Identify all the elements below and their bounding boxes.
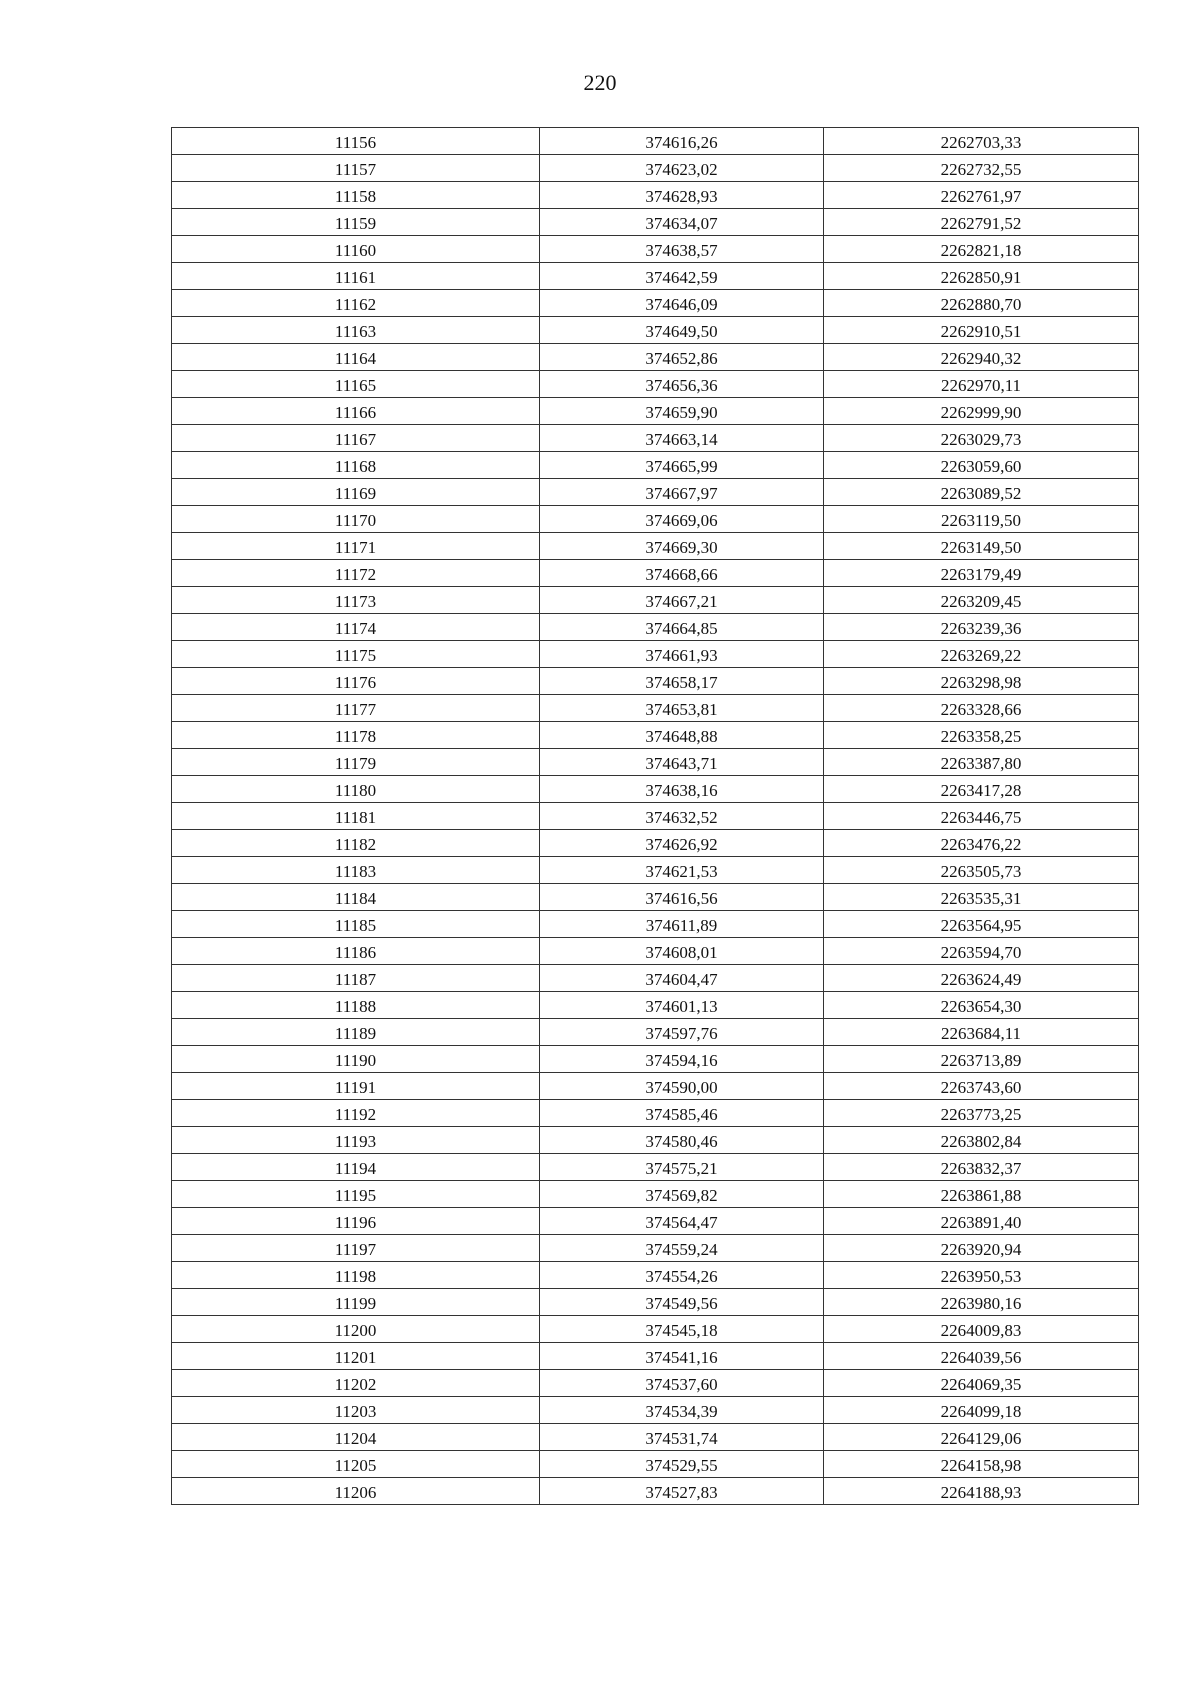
table-row bbox=[172, 1397, 1139, 1424]
x-coordinate-cell: 374646,09 bbox=[540, 290, 824, 317]
x-coordinate-cell: 374669,30 bbox=[540, 533, 824, 560]
x-coordinate-cell: 374545,18 bbox=[540, 1316, 824, 1343]
point-number-cell: 11175 bbox=[172, 641, 540, 668]
y-coordinate-cell: 2262940,32 bbox=[824, 344, 1139, 371]
y-coordinate-cell: 2263861,88 bbox=[824, 1181, 1139, 1208]
table-row bbox=[172, 749, 1139, 776]
y-coordinate-cell: 2263209,45 bbox=[824, 587, 1139, 614]
table-row bbox=[172, 587, 1139, 614]
x-coordinate-cell: 374632,52 bbox=[540, 803, 824, 830]
x-coordinate-cell: 374665,99 bbox=[540, 452, 824, 479]
table-row bbox=[172, 425, 1139, 452]
table-row bbox=[172, 1235, 1139, 1262]
y-coordinate-cell: 2263535,31 bbox=[824, 884, 1139, 911]
y-coordinate-cell: 2263654,30 bbox=[824, 992, 1139, 1019]
x-coordinate-cell: 374527,83 bbox=[540, 1478, 824, 1505]
point-number-cell: 11204 bbox=[172, 1424, 540, 1451]
x-coordinate-cell: 374616,26 bbox=[540, 128, 824, 155]
y-coordinate-cell: 2263119,50 bbox=[824, 506, 1139, 533]
x-coordinate-cell: 374564,47 bbox=[540, 1208, 824, 1235]
y-coordinate-cell: 2262761,97 bbox=[824, 182, 1139, 209]
point-number-cell: 11156 bbox=[172, 128, 540, 155]
x-coordinate-cell: 374638,16 bbox=[540, 776, 824, 803]
y-coordinate-cell: 2264069,35 bbox=[824, 1370, 1139, 1397]
y-coordinate-cell: 2263564,95 bbox=[824, 911, 1139, 938]
table-row bbox=[172, 614, 1139, 641]
point-number-cell: 11173 bbox=[172, 587, 540, 614]
point-number-cell: 11187 bbox=[172, 965, 540, 992]
x-coordinate-cell: 374667,97 bbox=[540, 479, 824, 506]
y-coordinate-cell: 2262910,51 bbox=[824, 317, 1139, 344]
table-row bbox=[172, 236, 1139, 263]
y-coordinate-cell: 2263179,49 bbox=[824, 560, 1139, 587]
table-row bbox=[172, 533, 1139, 560]
point-number-cell: 11196 bbox=[172, 1208, 540, 1235]
x-coordinate-cell: 374663,14 bbox=[540, 425, 824, 452]
x-coordinate-cell: 374669,06 bbox=[540, 506, 824, 533]
point-number-cell: 11206 bbox=[172, 1478, 540, 1505]
point-number-cell: 11177 bbox=[172, 695, 540, 722]
y-coordinate-cell: 2263328,66 bbox=[824, 695, 1139, 722]
x-coordinate-cell: 374658,17 bbox=[540, 668, 824, 695]
y-coordinate-cell: 2263149,50 bbox=[824, 533, 1139, 560]
table-row bbox=[172, 128, 1139, 155]
x-coordinate-cell: 374594,16 bbox=[540, 1046, 824, 1073]
point-number-cell: 11190 bbox=[172, 1046, 540, 1073]
y-coordinate-cell: 2263743,60 bbox=[824, 1073, 1139, 1100]
point-number-cell: 11169 bbox=[172, 479, 540, 506]
table-row bbox=[172, 1478, 1139, 1505]
y-coordinate-cell: 2264188,93 bbox=[824, 1478, 1139, 1505]
point-number-cell: 11161 bbox=[172, 263, 540, 290]
table-row bbox=[172, 722, 1139, 749]
x-coordinate-cell: 374621,53 bbox=[540, 857, 824, 884]
table-row bbox=[172, 1262, 1139, 1289]
point-number-cell: 11159 bbox=[172, 209, 540, 236]
x-coordinate-cell: 374667,21 bbox=[540, 587, 824, 614]
x-coordinate-cell: 374531,74 bbox=[540, 1424, 824, 1451]
table-row bbox=[172, 209, 1139, 236]
point-number-cell: 11165 bbox=[172, 371, 540, 398]
point-number-cell: 11160 bbox=[172, 236, 540, 263]
table-row bbox=[172, 1019, 1139, 1046]
table-row bbox=[172, 938, 1139, 965]
y-coordinate-cell: 2262732,55 bbox=[824, 155, 1139, 182]
table-row bbox=[172, 344, 1139, 371]
x-coordinate-cell: 374623,02 bbox=[540, 155, 824, 182]
x-coordinate-cell: 374661,93 bbox=[540, 641, 824, 668]
point-number-cell: 11195 bbox=[172, 1181, 540, 1208]
x-coordinate-cell: 374659,90 bbox=[540, 398, 824, 425]
x-coordinate-cell: 374652,86 bbox=[540, 344, 824, 371]
y-coordinate-cell: 2263802,84 bbox=[824, 1127, 1139, 1154]
table-row bbox=[172, 479, 1139, 506]
point-number-cell: 11194 bbox=[172, 1154, 540, 1181]
x-coordinate-cell: 374604,47 bbox=[540, 965, 824, 992]
y-coordinate-cell: 2263980,16 bbox=[824, 1289, 1139, 1316]
table-row bbox=[172, 668, 1139, 695]
x-coordinate-cell: 374643,71 bbox=[540, 749, 824, 776]
x-coordinate-cell: 374541,16 bbox=[540, 1343, 824, 1370]
x-coordinate-cell: 374648,88 bbox=[540, 722, 824, 749]
point-number-cell: 11198 bbox=[172, 1262, 540, 1289]
table-row bbox=[172, 398, 1139, 425]
y-coordinate-cell: 2264158,98 bbox=[824, 1451, 1139, 1478]
table-row bbox=[172, 1181, 1139, 1208]
point-number-cell: 11197 bbox=[172, 1235, 540, 1262]
table-row bbox=[172, 1073, 1139, 1100]
table-row bbox=[172, 1100, 1139, 1127]
table-row bbox=[172, 371, 1139, 398]
x-coordinate-cell: 374611,89 bbox=[540, 911, 824, 938]
y-coordinate-cell: 2263891,40 bbox=[824, 1208, 1139, 1235]
y-coordinate-cell: 2263920,94 bbox=[824, 1235, 1139, 1262]
point-number-cell: 11182 bbox=[172, 830, 540, 857]
table-row bbox=[172, 452, 1139, 479]
table-row bbox=[172, 803, 1139, 830]
table-row bbox=[172, 1289, 1139, 1316]
point-number-cell: 11166 bbox=[172, 398, 540, 425]
x-coordinate-cell: 374638,57 bbox=[540, 236, 824, 263]
x-coordinate-cell: 374642,59 bbox=[540, 263, 824, 290]
y-coordinate-cell: 2263446,75 bbox=[824, 803, 1139, 830]
point-number-cell: 11199 bbox=[172, 1289, 540, 1316]
point-number-cell: 11168 bbox=[172, 452, 540, 479]
table-row bbox=[172, 263, 1139, 290]
point-number-cell: 11202 bbox=[172, 1370, 540, 1397]
y-coordinate-cell: 2263505,73 bbox=[824, 857, 1139, 884]
table-row bbox=[172, 641, 1139, 668]
point-number-cell: 11184 bbox=[172, 884, 540, 911]
x-coordinate-cell: 374653,81 bbox=[540, 695, 824, 722]
page-number: 220 bbox=[583, 70, 617, 95]
point-number-cell: 11180 bbox=[172, 776, 540, 803]
y-coordinate-cell: 2263713,89 bbox=[824, 1046, 1139, 1073]
x-coordinate-cell: 374616,56 bbox=[540, 884, 824, 911]
y-coordinate-cell: 2263387,80 bbox=[824, 749, 1139, 776]
table-row bbox=[172, 1424, 1139, 1451]
y-coordinate-cell: 2263950,53 bbox=[824, 1262, 1139, 1289]
x-coordinate-cell: 374668,66 bbox=[540, 560, 824, 587]
y-coordinate-cell: 2262999,90 bbox=[824, 398, 1139, 425]
coordinates-table-body bbox=[172, 128, 1139, 1505]
y-coordinate-cell: 2262880,70 bbox=[824, 290, 1139, 317]
table-row bbox=[172, 830, 1139, 857]
coordinates-table bbox=[171, 127, 1139, 1505]
point-number-cell: 11193 bbox=[172, 1127, 540, 1154]
y-coordinate-cell: 2264099,18 bbox=[824, 1397, 1139, 1424]
point-number-cell: 11179 bbox=[172, 749, 540, 776]
x-coordinate-cell: 374626,92 bbox=[540, 830, 824, 857]
y-coordinate-cell: 2262850,91 bbox=[824, 263, 1139, 290]
point-number-cell: 11185 bbox=[172, 911, 540, 938]
point-number-cell: 11200 bbox=[172, 1316, 540, 1343]
y-coordinate-cell: 2263059,60 bbox=[824, 452, 1139, 479]
x-coordinate-cell: 374585,46 bbox=[540, 1100, 824, 1127]
table-row bbox=[172, 1154, 1139, 1181]
point-number-cell: 11191 bbox=[172, 1073, 540, 1100]
y-coordinate-cell: 2263089,52 bbox=[824, 479, 1139, 506]
table-row bbox=[172, 560, 1139, 587]
y-coordinate-cell: 2263594,70 bbox=[824, 938, 1139, 965]
point-number-cell: 11201 bbox=[172, 1343, 540, 1370]
table-row bbox=[172, 695, 1139, 722]
table-row bbox=[172, 857, 1139, 884]
y-coordinate-cell: 2263773,25 bbox=[824, 1100, 1139, 1127]
x-coordinate-cell: 374597,76 bbox=[540, 1019, 824, 1046]
x-coordinate-cell: 374608,01 bbox=[540, 938, 824, 965]
x-coordinate-cell: 374534,39 bbox=[540, 1397, 824, 1424]
x-coordinate-cell: 374569,82 bbox=[540, 1181, 824, 1208]
point-number-cell: 11158 bbox=[172, 182, 540, 209]
point-number-cell: 11189 bbox=[172, 1019, 540, 1046]
table-row bbox=[172, 1127, 1139, 1154]
y-coordinate-cell: 2263684,11 bbox=[824, 1019, 1139, 1046]
table-row bbox=[172, 884, 1139, 911]
x-coordinate-cell: 374601,13 bbox=[540, 992, 824, 1019]
x-coordinate-cell: 374580,46 bbox=[540, 1127, 824, 1154]
y-coordinate-cell: 2263239,36 bbox=[824, 614, 1139, 641]
point-number-cell: 11192 bbox=[172, 1100, 540, 1127]
y-coordinate-cell: 2263358,25 bbox=[824, 722, 1139, 749]
x-coordinate-cell: 374549,56 bbox=[540, 1289, 824, 1316]
x-coordinate-cell: 374554,26 bbox=[540, 1262, 824, 1289]
y-coordinate-cell: 2263029,73 bbox=[824, 425, 1139, 452]
x-coordinate-cell: 374634,07 bbox=[540, 209, 824, 236]
x-coordinate-cell: 374575,21 bbox=[540, 1154, 824, 1181]
point-number-cell: 11170 bbox=[172, 506, 540, 533]
y-coordinate-cell: 2263298,98 bbox=[824, 668, 1139, 695]
table-row bbox=[172, 1046, 1139, 1073]
point-number-cell: 11172 bbox=[172, 560, 540, 587]
y-coordinate-cell: 2262791,52 bbox=[824, 209, 1139, 236]
y-coordinate-cell: 2263624,49 bbox=[824, 965, 1139, 992]
y-coordinate-cell: 2262703,33 bbox=[824, 128, 1139, 155]
point-number-cell: 11188 bbox=[172, 992, 540, 1019]
x-coordinate-cell: 374664,85 bbox=[540, 614, 824, 641]
point-number-cell: 11203 bbox=[172, 1397, 540, 1424]
table-row bbox=[172, 992, 1139, 1019]
y-coordinate-cell: 2263832,37 bbox=[824, 1154, 1139, 1181]
x-coordinate-cell: 374649,50 bbox=[540, 317, 824, 344]
point-number-cell: 11157 bbox=[172, 155, 540, 182]
point-number-cell: 11183 bbox=[172, 857, 540, 884]
point-number-cell: 11162 bbox=[172, 290, 540, 317]
table-row bbox=[172, 290, 1139, 317]
table-row bbox=[172, 317, 1139, 344]
point-number-cell: 11174 bbox=[172, 614, 540, 641]
table-row bbox=[172, 182, 1139, 209]
point-number-cell: 11171 bbox=[172, 533, 540, 560]
x-coordinate-cell: 374590,00 bbox=[540, 1073, 824, 1100]
point-number-cell: 11186 bbox=[172, 938, 540, 965]
point-number-cell: 11178 bbox=[172, 722, 540, 749]
table-row bbox=[172, 1451, 1139, 1478]
x-coordinate-cell: 374628,93 bbox=[540, 182, 824, 209]
x-coordinate-cell: 374529,55 bbox=[540, 1451, 824, 1478]
y-coordinate-cell: 2262821,18 bbox=[824, 236, 1139, 263]
y-coordinate-cell: 2263476,22 bbox=[824, 830, 1139, 857]
table-row bbox=[172, 1208, 1139, 1235]
table-row bbox=[172, 911, 1139, 938]
table-row bbox=[172, 1316, 1139, 1343]
y-coordinate-cell: 2262970,11 bbox=[824, 371, 1139, 398]
point-number-cell: 11167 bbox=[172, 425, 540, 452]
y-coordinate-cell: 2263269,22 bbox=[824, 641, 1139, 668]
table-row bbox=[172, 155, 1139, 182]
point-number-cell: 11181 bbox=[172, 803, 540, 830]
table-row bbox=[172, 965, 1139, 992]
point-number-cell: 11176 bbox=[172, 668, 540, 695]
y-coordinate-cell: 2264009,83 bbox=[824, 1316, 1139, 1343]
y-coordinate-cell: 2263417,28 bbox=[824, 776, 1139, 803]
y-coordinate-cell: 2264039,56 bbox=[824, 1343, 1139, 1370]
table-row bbox=[172, 776, 1139, 803]
x-coordinate-cell: 374559,24 bbox=[540, 1235, 824, 1262]
x-coordinate-cell: 374656,36 bbox=[540, 371, 824, 398]
point-number-cell: 11205 bbox=[172, 1451, 540, 1478]
table-row bbox=[172, 506, 1139, 533]
table-row bbox=[172, 1370, 1139, 1397]
y-coordinate-cell: 2264129,06 bbox=[824, 1424, 1139, 1451]
table-row bbox=[172, 1343, 1139, 1370]
point-number-cell: 11163 bbox=[172, 317, 540, 344]
point-number-cell: 11164 bbox=[172, 344, 540, 371]
x-coordinate-cell: 374537,60 bbox=[540, 1370, 824, 1397]
